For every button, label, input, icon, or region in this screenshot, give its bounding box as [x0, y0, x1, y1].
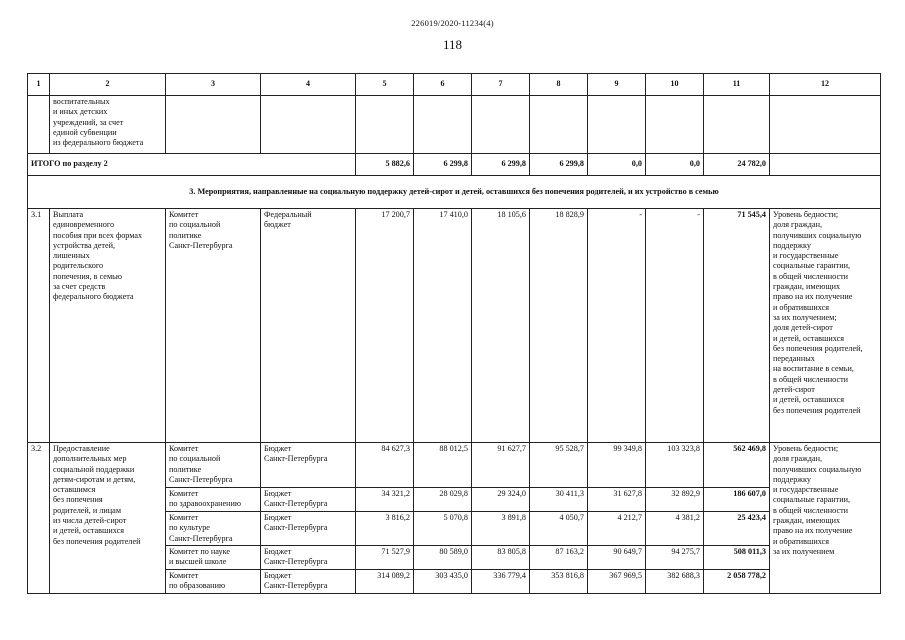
total-value: 6 299,8	[530, 154, 588, 176]
value-cell: 4 050,7	[530, 512, 588, 546]
continuation-row	[28, 96, 881, 154]
executor: Комитет по социальной политике Санкт-Петербурга	[166, 443, 261, 488]
value-cell: 367 969,5	[588, 570, 646, 594]
column-number-row	[28, 74, 881, 96]
indicator: Уровень бедности; доля граждан, получивших социальную поддержку и государственные социальные гарантии, в общей численности граждан, имеющих право на их получение и обратившихся за их получением	[770, 443, 881, 594]
col-number: 6	[414, 74, 472, 96]
value-cell: 30 411,3	[530, 488, 588, 512]
col-number: 8	[530, 74, 588, 96]
value-cell: 83 805,8	[472, 546, 530, 570]
value-cell: 103 323,8	[646, 443, 704, 488]
value-cell: 71 527,9	[356, 546, 414, 570]
value-cell: -	[646, 209, 704, 443]
value-cell: 18 105,6	[472, 209, 530, 443]
value-cell: 32 892,9	[646, 488, 704, 512]
value-cell: 91 627,7	[472, 443, 530, 488]
row-number: 3.2	[28, 443, 50, 594]
executor: Комитет по науке и высшей школе	[166, 546, 261, 570]
value-cell: 18 828,9	[530, 209, 588, 443]
col-number: 7	[472, 74, 530, 96]
value-cell: 3 816,2	[356, 512, 414, 546]
value-total: 71 545,4	[704, 209, 770, 443]
measure-name: Выплата единовременного пособия при всех формах устройства детей, лишенных родительского попечения, в семью за счет средств федерального бюджета	[50, 209, 166, 443]
value-cell: 84 627,3	[356, 443, 414, 488]
value-cell: 4 212,7	[588, 512, 646, 546]
value-total: 2 058 778,2	[704, 570, 770, 594]
col-number: 3	[166, 74, 261, 96]
total-value: 0,0	[588, 154, 646, 176]
col-number: 11	[704, 74, 770, 96]
value-cell: 314 089,2	[356, 570, 414, 594]
program-table	[27, 73, 881, 594]
document-id: 226019/2020-11234(4)	[411, 18, 494, 28]
col-number: 10	[646, 74, 704, 96]
indicator: Уровень бедности; доля граждан, получивших социальную поддержку и государственные социальные гарантии, в общей численности граждан, имеющих право на их получение и обратившихся за их получением; доля детей-сирот и детей, оставшихся без попечения родителей, переданных на воспитание в семьи, в общей численности детей-сирот и детей, оставшихся без попечения родителей	[770, 209, 881, 443]
executor: Комитет по образованию	[166, 570, 261, 594]
funding-source: Бюджет Санкт-Петербурга	[261, 546, 356, 570]
col-number: 4	[261, 74, 356, 96]
value-total: 508 011,3	[704, 546, 770, 570]
funding-source: Бюджет Санкт-Петербурга	[261, 488, 356, 512]
executor: Комитет по культуре Санкт-Петербурга	[166, 512, 261, 546]
col-number: 5	[356, 74, 414, 96]
value-cell: 34 321,2	[356, 488, 414, 512]
value-cell: 4 381,2	[646, 512, 704, 546]
value-cell: 88 012,5	[414, 443, 472, 488]
value-cell: 336 779,4	[472, 570, 530, 594]
value-cell: 90 649,7	[588, 546, 646, 570]
col-number: 12	[770, 74, 881, 96]
value-cell: 80 589,0	[414, 546, 472, 570]
total-value: 24 782,0	[704, 154, 770, 176]
executor: Комитет по социальной политике Санкт-Петербурга	[166, 209, 261, 443]
continuation-text: воспитательных и иных детских учреждений, за счет единой субвенции из федерального бюджета	[50, 96, 166, 154]
row-number: 3.1	[28, 209, 50, 443]
funding-source: Бюджет Санкт-Петербурга	[261, 570, 356, 594]
value-cell: 382 688,3	[646, 570, 704, 594]
value-cell: 17 200,7	[356, 209, 414, 443]
value-total: 25 423,4	[704, 512, 770, 546]
value-cell: 353 816,8	[530, 570, 588, 594]
value-cell: 17 410,0	[414, 209, 472, 443]
value-cell: 87 163,2	[530, 546, 588, 570]
executor: Комитет по здравоохранению	[166, 488, 261, 512]
total-value: 5 882,6	[356, 154, 414, 176]
row-3-2	[28, 443, 881, 488]
funding-source: Федеральный бюджет	[261, 209, 356, 443]
value-cell: 303 435,0	[414, 570, 472, 594]
value-cell: -	[588, 209, 646, 443]
total-value: 6 299,8	[414, 154, 472, 176]
total-value: 0,0	[646, 154, 704, 176]
total-row	[28, 154, 881, 176]
col-number: 1	[28, 74, 50, 96]
value-total: 562 469,8	[704, 443, 770, 488]
col-number: 9	[588, 74, 646, 96]
value-cell: 5 070,8	[414, 512, 472, 546]
funding-source: Бюджет Санкт-Петербурга	[261, 443, 356, 488]
row-3-1	[28, 209, 881, 443]
funding-source: Бюджет Санкт-Петербурга	[261, 512, 356, 546]
value-cell: 31 627,8	[588, 488, 646, 512]
page-number: 118	[442, 37, 463, 52]
value-cell: 29 324,0	[472, 488, 530, 512]
total-value: 6 299,8	[472, 154, 530, 176]
value-total: 186 607,0	[704, 488, 770, 512]
value-cell: 28 029,8	[414, 488, 472, 512]
value-cell: 95 528,7	[530, 443, 588, 488]
value-cell: 94 275,7	[646, 546, 704, 570]
value-cell: 99 349,8	[588, 443, 646, 488]
total-label: ИТОГО по разделу 2	[28, 154, 356, 176]
col-number: 2	[50, 74, 166, 96]
section-heading-row	[28, 176, 881, 209]
section-title: 3. Мероприятия, направленные на социальную поддержку детей-сирот и детей, оставшихся без попечения родителей, и их устройство в семью	[28, 176, 881, 209]
value-cell: 3 891,8	[472, 512, 530, 546]
measure-name: Предоставление дополнительных мер социальной поддержки детям-сиротам и детям, оставшимся без попечения родителей, и лицам из числа детей-сирот и детей, оставшихся без попечения родителей	[50, 443, 166, 594]
